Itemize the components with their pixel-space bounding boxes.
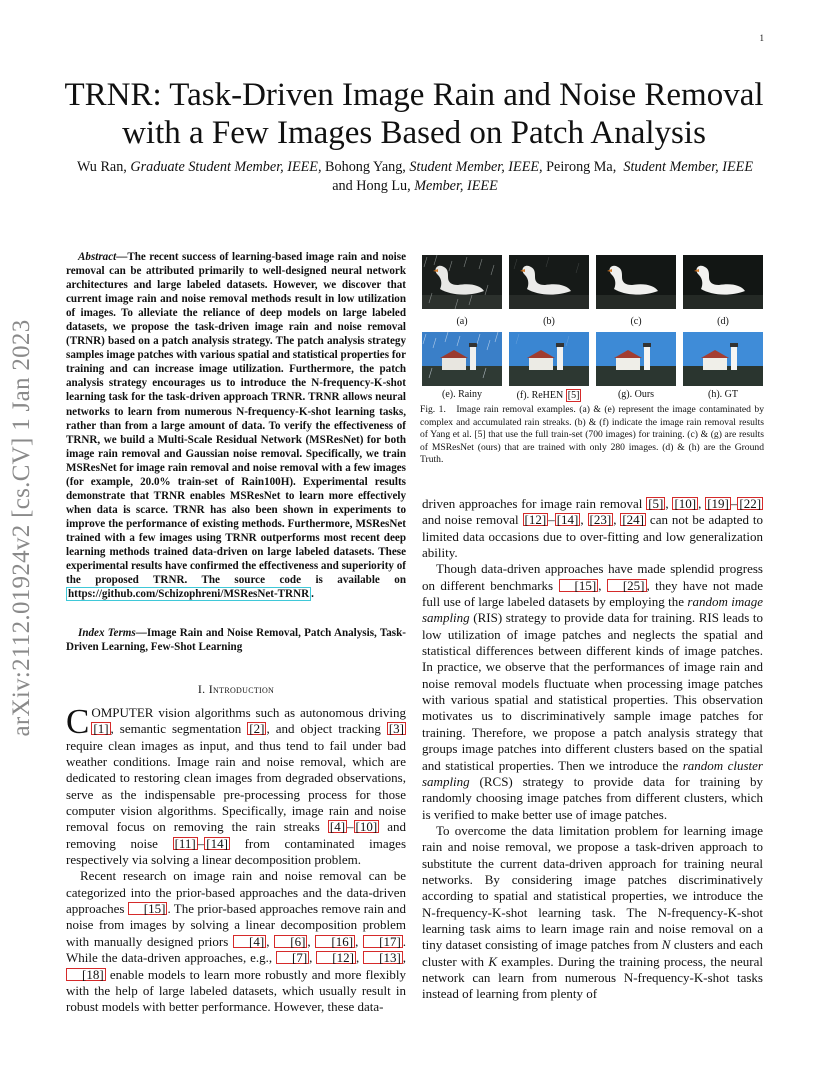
- section-number: I.: [197, 682, 206, 696]
- citation-link[interactable]: [2]: [249, 721, 265, 737]
- citation-link[interactable]: [22]: [739, 496, 762, 511]
- author-name: Wu Ran,: [76, 159, 127, 175]
- author-role: Graduate Student Member, IEEE,: [130, 159, 322, 175]
- figure-image-swan-rainy: [422, 255, 502, 309]
- figure-caption-label: Fig. 1.: [420, 404, 446, 415]
- author-role: Member, IEEE: [414, 178, 498, 194]
- intro-paragraph-4: Though data-driven approaches have made splendid progress on different benchmarks [15] , [25] , they have not made full use of large labeled datasets by employing the random image sampling (RIS) strategy to provide data for training. RIS leads to low utilization of image patches and neglects the spatial and statistical differences between different kinds of image patches. In practice, we observe that the performances of image rain and noise removal models fluctuate when processing image patches with various spatial and statistical properties. This observation motivates us to discriminatively sample image patches for training. Therefore, we propose a patch analysis strategy that groups image patches into different clusters based on the spatial and statistical properties. Then we introduce the random cluster sampling (RCS) strategy to provide data for training by randomly choosing image patches from different clusters, which is verified to make better use of image patches.: [422, 561, 764, 822]
- citation-link[interactable]: [12]: [316, 951, 356, 964]
- abstract-label: Abstract: [78, 251, 117, 263]
- figure-subcaption: (e). Rainy: [442, 389, 482, 400]
- source-code-link[interactable]: https://github.com/Schizophreni/MSResNet-TRNR: [68, 588, 310, 601]
- index-terms-label: Index Terms: [78, 627, 136, 639]
- citation-link[interactable]: [5]: [648, 496, 664, 511]
- author-name: Peirong Ma,: [546, 159, 617, 175]
- citation-link[interactable]: [25]: [607, 579, 647, 592]
- abstract: [66, 250, 406, 601]
- citation-link[interactable]: [11]: [174, 835, 196, 851]
- figure-image-lighthouse-rehen: [509, 332, 589, 386]
- index-terms-text: —Image Rain and Noise Removal, Patch Analysis, Task-Driven Learning, Few-Shot Learning: [66, 627, 406, 654]
- figure-caption-text: Image rain removal examples. (a) & (e) represent the image contaminated by complex and accumulated rain streaks. (b) & (f) indicate the image rain removal results of Yang et al. [5] that use the full train-set (700 images) for training. (c) & (g) are results of MSResNet (ours) that are trained with only 280 images. (d) & (h) are the Ground Truth.: [420, 404, 764, 465]
- author-role: Student Member, IEEE,: [409, 159, 543, 175]
- title-line-2: with a Few Images Based on Patch Analysis: [122, 115, 706, 151]
- citation-link[interactable]: [7]: [276, 951, 309, 964]
- citation-link[interactable]: [13]: [363, 951, 403, 964]
- figure-image-swan-rehen: [509, 255, 589, 309]
- abstract-text: —The recent success of learning-based image rain and noise removal can be attributed primarily to well-designed neural network architectures and large labeled datasets. However, we discover that current image rain and noise removal methods result in low utilization of images. To alleviate the reliance of deep models on large labeled datasets, we propose the task-driven image rain and noise removal (TRNR) based on a patch analysis strategy. The patch analysis strategy samples image patches with various spatial and statistical properties for training and can increase image utilization. Furthermore, the patch analysis strategy encourages us to introduce the N-frequency-K-shot learning task for the task-driven approach TRNR. TRNR allows neural networks to learn from numerous N-frequency-K-shot learning tasks, rather than from a large amount of data. To verify the effectiveness of TRNR, we build a Multi-Scale Residual Network (MSResNet) for both image rain removal and Gaussian noise removal. Specifically, we train MSResNet for image rain removal and noise removal with a few images (for example, 20.0% train-set of Rain100H). Experimental results demonstrate that TRNR enables MSResNet to learn more effectively when data is scarce. TRNR has also been shown in experiments to improve the performance of existing methods. Furthermore, MSResNet trained with a few images using TRNR outperforms most recent deep learning methods trained data-driven on large labeled datasets. These experimental results have confirmed the effectiveness and superiority of the proposed TRNR. The source code is available on: [66, 251, 406, 587]
- intro-paragraph-2: Recent research on image rain and noise removal can be categorized into the prior-based approaches and the data-driven approaches [15] . The prior-based approaches remove rain and noise from images by solving a linear decomposition problem with manually designed priors [4] , [6] , [16] , [17] . While the data-driven approaches, e.g., [7] , [12] , [13] , [18] enable models to learn more robustly and more flexibly with the help of large labeled datasets, which usually result in robust models with better performance. However, these data-: [66, 868, 407, 1015]
- citation-link[interactable]: [17]: [363, 935, 403, 948]
- figure-subcaption: (a): [456, 316, 468, 327]
- figure-caption: [420, 404, 764, 467]
- citation-link[interactable]: [3]: [388, 721, 404, 737]
- citation-link[interactable]: [6]: [274, 935, 307, 948]
- figure-subcaption: (c): [630, 316, 642, 327]
- author-role: Student Member, IEEE: [623, 159, 753, 175]
- left-column-text: [66, 702, 407, 1016]
- intro-paragraph-5: To overcome the data limitation problem for learning image rain and noise removal, we propose a task-driven approach to substitute the current data-driven approach for training neural networks. By considering image patches discriminatively according to spatial and statistical properties, we introduce the N-frequency-K-shot learning task. The N-frequency-K-shot learning task aims to learn image rain and noise removal on a tiny dataset consisting of image patches from N clusters and each cluster with K examples. During the training process, the neural network can learn from numerous N-frequency-K-shot tasks instead of learning from plenty of: [422, 822, 764, 1002]
- author-list: [70, 158, 760, 196]
- section-name: Introduction: [208, 682, 275, 696]
- citation-link[interactable]: [1]: [93, 721, 109, 737]
- drop-cap: C: [66, 702, 90, 741]
- figure-image-swan-gt: [683, 255, 763, 309]
- citation-link[interactable]: [14]: [206, 835, 228, 851]
- citation-link[interactable]: [19]: [707, 496, 729, 511]
- citation-link[interactable]: [4]: [329, 819, 346, 835]
- author-name: Bohong Yang,: [325, 159, 406, 175]
- citation-link[interactable]: [16]: [315, 935, 355, 948]
- citation-link[interactable]: [18]: [66, 968, 106, 981]
- citation-link[interactable]: [15]: [559, 579, 599, 592]
- arxiv-sidebar: [0, 298, 44, 758]
- figure-subcaption: (d): [717, 316, 729, 327]
- section-heading: [66, 682, 406, 697]
- citation-link[interactable]: [12]: [524, 512, 547, 528]
- citation-link[interactable]: [10]: [674, 496, 697, 511]
- abstract-end: .: [311, 588, 314, 601]
- figure-image-lighthouse-rainy: [422, 332, 502, 386]
- figure-subcaption: (g). Ours: [617, 389, 655, 400]
- figure-subcaption: (h). GT: [708, 389, 738, 400]
- right-column-text: [422, 496, 763, 1003]
- author-name: and Hong Lu,: [332, 178, 411, 194]
- figure-image-swan-ours: [596, 255, 676, 309]
- figure-subcaption: (b): [543, 316, 555, 327]
- intro-paragraph-3: driven approaches for image rain removal [5] , [10] , [19] – [22] and noise removal [12] – [14] , [23] , [24] can not be adapted to limited data occasions due to over-fitting and low generalization ability.: [422, 496, 763, 561]
- title-line-1: TRNR: Task-Driven Image Rain and Noise Removal: [64, 77, 764, 113]
- citation-link[interactable]: [15]: [128, 902, 168, 915]
- citation-link[interactable]: [5]: [567, 390, 580, 401]
- paper-title: [50, 76, 778, 152]
- intro-paragraph-1: COMPUTER vision algorithms such as autonomous driving [1] , semantic segmentation [2] , and object tracking [3] require clean images as input, and thus tend to fail under bad weather conditions. Image rain and noise removal, which are dedicated to restoring clean images from degraded observations, serve as the indispensable pre-processing process for those computer vision algorithms. Specifically, image rain and noise removal focus on removing the rain streaks [4] – [10] and removing noise [11] – [14] from contaminated images respectively via solving a linear decomposition problem.: [66, 702, 407, 868]
- arxiv-identifier[interactable]: arXiv:2112.01924v2 [cs.CV] 1 Jan 2023: [8, 319, 35, 737]
- figure-image-lighthouse-gt: [683, 332, 763, 386]
- citation-link[interactable]: [14]: [556, 512, 579, 528]
- citation-link[interactable]: [4]: [233, 935, 266, 948]
- index-terms: [66, 626, 406, 654]
- citation-link[interactable]: [23]: [589, 512, 612, 528]
- page-number: 1: [759, 33, 764, 43]
- citation-link[interactable]: [10]: [355, 819, 378, 835]
- figure-subcaption: (f). ReHEN [5]: [516, 390, 580, 401]
- figure-image-lighthouse-ours: [596, 332, 676, 386]
- citation-link[interactable]: [24]: [622, 512, 645, 528]
